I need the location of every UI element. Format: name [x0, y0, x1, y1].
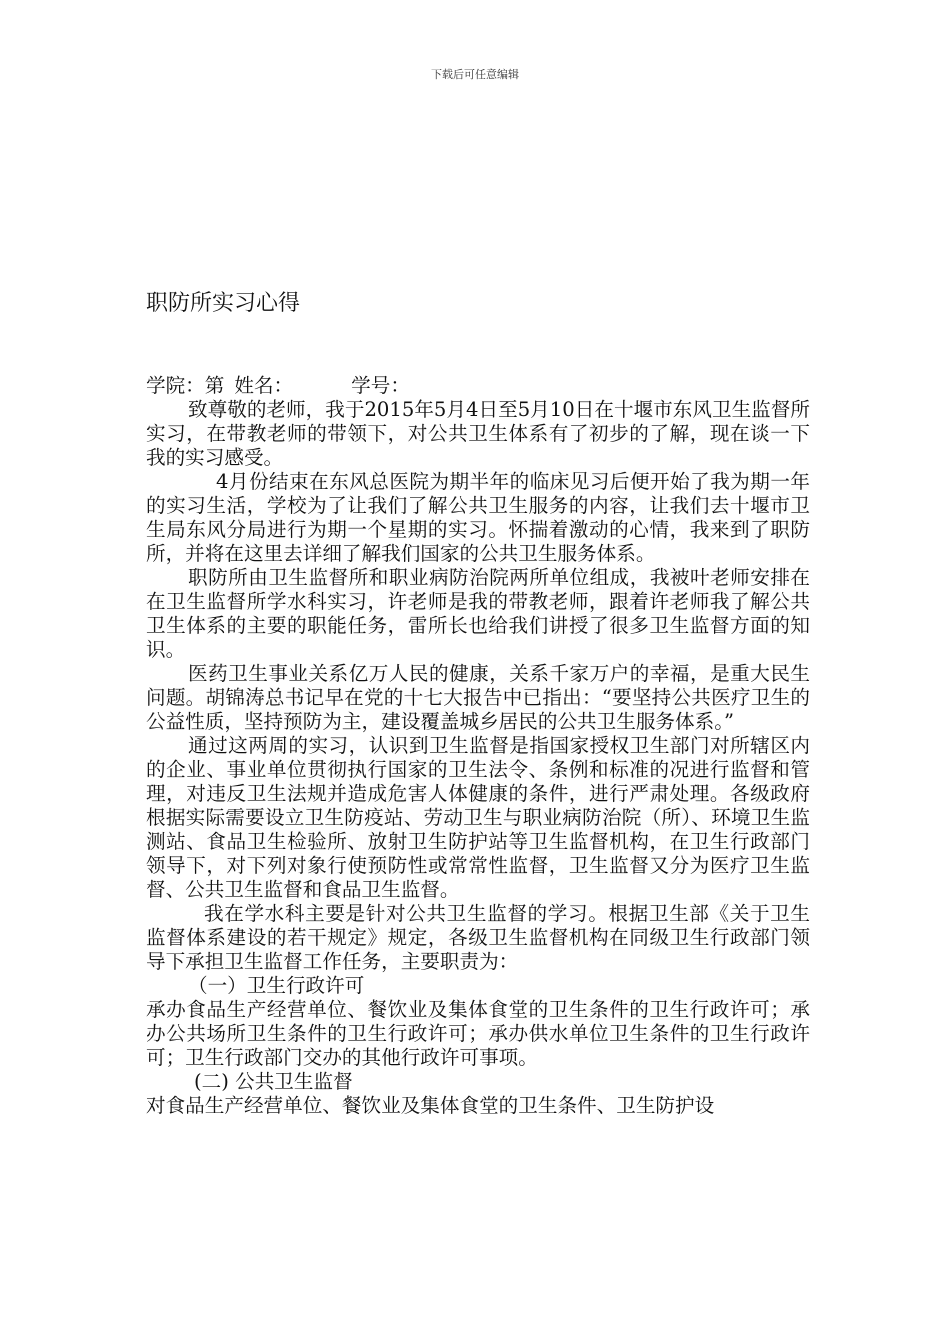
student-id-label: 学号：	[351, 374, 410, 397]
name-label: 姓名：	[234, 374, 294, 397]
college-label: 学院：第	[146, 374, 225, 397]
document-title: 职防所实习心得	[146, 291, 301, 316]
paragraph-background: 4月份结束在东风总医院为期半年的临床见习后便开始了我为期一年的实习生活，学校为了让我们了解公共卫生服务的内容，让我们去十堰市卫生局东风分局进行为期一个星期的实习。怀揣着激动的心情，我来到了职防所，并将在这里去详细了解我们国家的公共卫生服务体系。	[146, 470, 810, 565]
paragraph-public-health: 对食品生产经营单位、餐饮业及集体食堂的卫生条件、卫生防护设	[146, 1094, 715, 1117]
page-header-note: 下载后可任意编辑	[431, 68, 519, 81]
paragraph-licensing: 承办食品生产经营单位、餐饮业及集体食堂的卫生条件的卫生行政许可；承办公共场所卫生条件的卫生行政许可；承办供水单位卫生条件的卫生行政许可；卫生行政部门交办的其他行政许可事项。	[146, 998, 810, 1069]
document-body	[146, 374, 810, 1118]
paragraph-health-policy: 医药卫生事业关系亿万人民的健康，关系千家万户的幸福，是重大民生问题。胡锦涛总书记早在党的十七大报告中已指出：“要坚持公共医疗卫生的公益性质，坚持预防为主，建设覆盖城乡居民的公共卫生服务体系。”	[146, 662, 810, 733]
section-heading-licensing: （一）卫生行政许可	[188, 974, 365, 997]
student-info-line	[146, 374, 810, 398]
paragraph-duties-intro: 我在学水科主要是针对公共卫生监督的学习。根据卫生部《关于卫生监督体系建设的若干规定》规定，各级卫生监督机构在同级卫生行政部门领导下承担卫生监督工作任务，主要职责为：	[146, 902, 810, 973]
paragraph-intro: 致尊敬的老师，我于2015年5月4日至5月10日在十堰市东风卫生监督所实习，在带教老师的带领下，对公共卫生体系有了初步的了解，现在谈一下我的实习感受。	[146, 398, 810, 469]
section-heading-public-health: (二) 公共卫生监督	[194, 1070, 353, 1093]
paragraph-supervision-definition: 通过这两周的实习，认识到卫生监督是指国家授权卫生部门对所辖区内的企业、事业单位贯彻执行国家的卫生法令、条例和标准的况进行监督和管理，对违反卫生法规并造成危害人体健康的条件，进行严肃处理。各级政府根据实际需要设立卫生防疫站、劳动卫生与职业病防治院（所）、环境卫生监测站、食品卫生检验所、放射卫生防护站等卫生监督机构，在卫生行政部门领导下，对下列对象行使预防性或常常性监督，卫生监督又分为医疗卫生监督、公共卫生监督和食品卫生监督。	[146, 734, 810, 901]
paragraph-organization: 职防所由卫生监督所和职业病防治院两所单位组成，我被叶老师安排在在卫生监督所学水科实习，许老师是我的带教老师，跟着许老师我了解公共卫生体系的主要的职能任务，雷所长也给我们讲授了很多卫生监督方面的知识。	[146, 566, 810, 661]
